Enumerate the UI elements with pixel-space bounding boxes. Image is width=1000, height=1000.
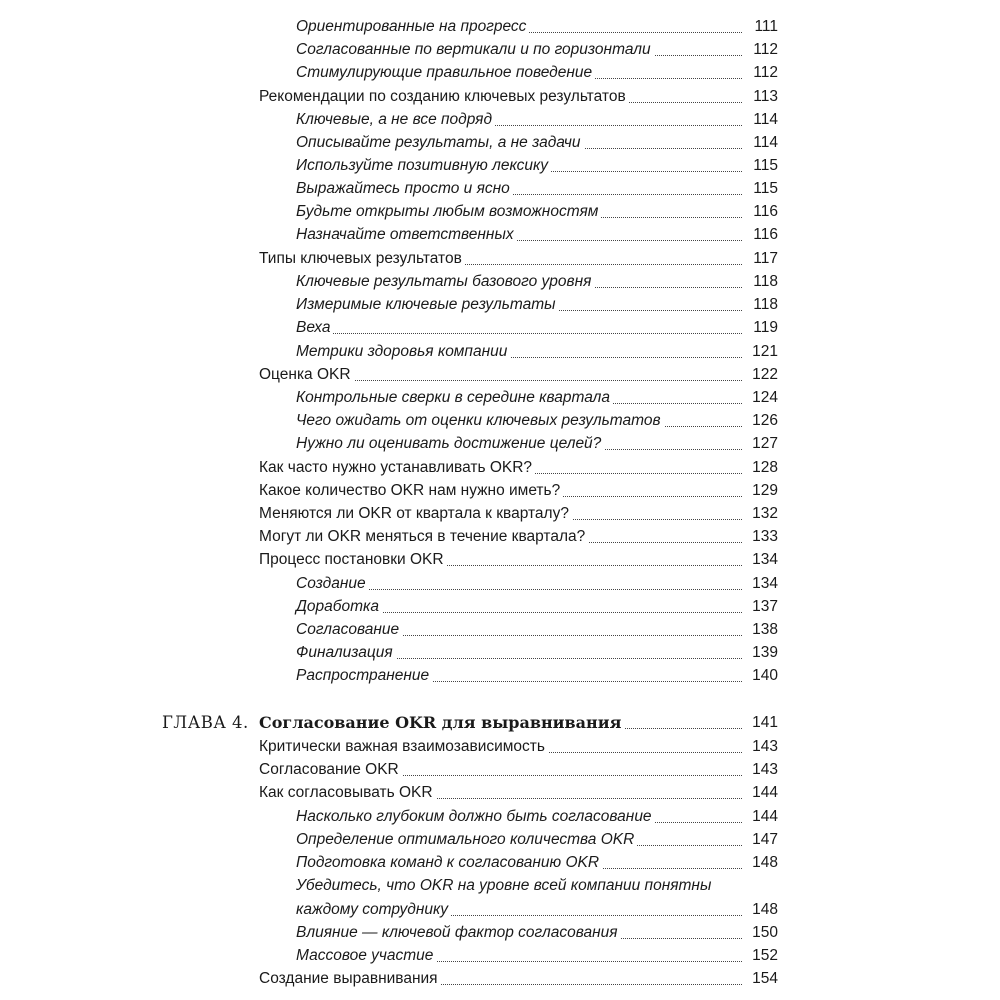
entry-title: Финализация	[296, 641, 396, 664]
entry-title: Подготовка команд к согласованию OKR	[296, 851, 602, 874]
entry-page: 139	[748, 641, 778, 664]
toc-entry[interactable]	[0, 851, 778, 874]
entry-title: Контрольные сверки в середине квартала	[296, 386, 613, 409]
entry-page: 137	[748, 595, 778, 618]
entry-page: 111	[750, 15, 778, 38]
toc-entry[interactable]	[0, 805, 778, 828]
toc-entry[interactable]	[0, 223, 778, 246]
entry-title: Согласованные по вертикали и по горизонтали	[296, 38, 654, 61]
entry-title: Назначайте ответственных	[296, 223, 517, 246]
toc-entry[interactable]	[0, 200, 778, 223]
entry-page: 122	[748, 363, 778, 386]
entry-title: Согласование OKR	[259, 758, 402, 781]
entry-title: Распространение	[296, 664, 432, 687]
entry-page: 124	[748, 386, 778, 409]
chapter-title: Согласование OKR для выравнивания	[259, 711, 624, 734]
entry-page: 128	[748, 456, 778, 479]
entry-title: Описывайте результаты, а не задачи	[296, 131, 584, 154]
entry-title: Насколько глубоким должно быть согласование	[296, 805, 655, 828]
entry-page: 154	[748, 967, 778, 990]
toc-entry[interactable]	[0, 967, 778, 990]
entry-page: 152	[748, 944, 778, 967]
toc-entry[interactable]	[0, 502, 778, 525]
toc-entry[interactable]	[0, 15, 778, 38]
toc-entry[interactable]	[0, 641, 778, 664]
entry-page: 114	[749, 131, 778, 154]
chapter-label: ГЛАВА 4.	[162, 713, 249, 732]
toc-entry[interactable]	[0, 525, 778, 548]
entry-title: Веха	[296, 316, 333, 339]
entry-title: Ключевые, а не все подряд	[296, 108, 495, 131]
entry-page: 143	[748, 735, 778, 758]
entry-page: 112	[749, 61, 778, 84]
toc-entry[interactable]	[0, 479, 778, 502]
entry-page: 126	[748, 409, 778, 432]
toc-entry[interactable]	[0, 921, 778, 944]
entry-title: Создание	[296, 572, 369, 595]
toc-entry[interactable]	[0, 572, 778, 595]
dot-leader	[296, 333, 742, 334]
entry-title: Доработка	[296, 595, 382, 618]
toc-entry[interactable]	[0, 432, 778, 455]
entry-page: 143	[748, 758, 778, 781]
toc-entry[interactable]	[0, 781, 778, 804]
entry-page: 113	[749, 85, 778, 108]
entry-page: 148	[748, 851, 778, 874]
entry-title: Стимулирующие правильное поведение	[296, 61, 595, 84]
toc-entry[interactable]	[0, 758, 778, 781]
entry-title: Процесс постановки OKR	[259, 548, 447, 571]
entry-page: 112	[749, 38, 778, 61]
toc-entry[interactable]	[0, 38, 778, 61]
toc-entry[interactable]	[0, 340, 778, 363]
entry-title: Как часто нужно устанавливать OKR?	[259, 456, 535, 479]
toc-entry[interactable]	[0, 154, 778, 177]
entry-title: Оценка OKR	[259, 363, 354, 386]
entry-title: Какое количество OKR нам нужно иметь?	[259, 479, 563, 502]
entry-title: Создание выравнивания	[259, 967, 441, 990]
entry-title: Ключевые результаты базового уровня	[296, 270, 594, 293]
entry-page: 116	[749, 200, 778, 223]
toc-entry[interactable]	[0, 618, 778, 641]
entry-title: Массовое участие	[296, 944, 436, 967]
toc-entry[interactable]	[0, 548, 778, 571]
entry-title: Используйте позитивную лексику	[296, 154, 551, 177]
entry-title: Определение оптимального количества OKR	[296, 828, 637, 851]
entry-page: 118	[749, 293, 778, 316]
entry-page: 148	[748, 898, 778, 921]
entry-title: Меняются ли OKR от квартала к кварталу?	[259, 502, 572, 525]
entry-title: Чего ожидать от оценки ключевых результатов	[296, 409, 664, 432]
entry-page: 121	[748, 340, 778, 363]
entry-page: 147	[748, 828, 778, 851]
entry-title-line1: Убедитесь, что OKR на уровне всей компании понятны	[296, 874, 714, 897]
entry-page: 138	[748, 618, 778, 641]
entry-page: 133	[748, 525, 778, 548]
entry-title: Согласование	[296, 618, 402, 641]
entry-title: Критически важная взаимозависимость	[259, 735, 548, 758]
toc-entry[interactable]	[0, 386, 778, 409]
toc-entry[interactable]	[0, 108, 778, 131]
entry-page: 150	[748, 921, 778, 944]
toc-entry[interactable]	[0, 316, 778, 339]
entry-title: Типы ключевых результатов	[259, 247, 465, 270]
toc-entry[interactable]	[0, 177, 778, 200]
toc-entry[interactable]	[0, 595, 778, 618]
toc-entry[interactable]	[0, 270, 778, 293]
entry-page: 127	[748, 432, 778, 455]
toc-entry[interactable]	[0, 456, 778, 479]
entry-page: 134	[748, 548, 778, 571]
entry-page: 140	[748, 664, 778, 687]
entry-page: 117	[749, 247, 778, 270]
entry-page: 115	[749, 177, 778, 200]
entry-page: 114	[749, 108, 778, 131]
entry-title: Влияние — ключевой фактор согласования	[296, 921, 621, 944]
toc-entry[interactable]	[0, 61, 778, 84]
toc-entry[interactable]	[0, 293, 778, 316]
entry-page: 132	[748, 502, 778, 525]
entry-title: Ориентированные на прогресс	[296, 15, 529, 38]
entry-page: 119	[749, 316, 778, 339]
chapter-heading[interactable]	[0, 711, 778, 734]
entry-title: Могут ли OKR меняться в течение квартала?	[259, 525, 588, 548]
entry-title: Рекомендации по созданию ключевых результатов	[259, 85, 629, 108]
entry-title: Будьте открыты любым возможностям	[296, 200, 601, 223]
toc-entry[interactable]	[0, 409, 778, 432]
entry-title: Нужно ли оценивать достижение целей?	[296, 432, 604, 455]
toc-entry[interactable]	[0, 944, 778, 967]
toc-entry-wrap-line1[interactable]	[0, 874, 778, 897]
entry-page: 144	[748, 781, 778, 804]
entry-page: 134	[748, 572, 778, 595]
toc-entry[interactable]	[0, 735, 778, 758]
toc-entry[interactable]	[0, 828, 778, 851]
entry-title: Как согласовывать OKR	[259, 781, 436, 804]
toc-entry[interactable]	[0, 363, 778, 386]
toc-entry[interactable]	[0, 85, 778, 108]
entry-page: 118	[749, 270, 778, 293]
entry-page: 115	[749, 154, 778, 177]
entry-page: 129	[748, 479, 778, 502]
entry-title: Выражайтесь просто и ясно	[296, 177, 513, 200]
toc-entry[interactable]	[0, 247, 778, 270]
entry-page: 141	[748, 711, 778, 734]
entry-title: Метрики здоровья компании	[296, 340, 510, 363]
toc-entry[interactable]	[0, 898, 778, 921]
toc-entry[interactable]	[0, 664, 778, 687]
entry-title: Измеримые ключевые результаты	[296, 293, 559, 316]
entry-page: 116	[749, 223, 778, 246]
entry-title-line2: каждому сотруднику	[296, 898, 451, 921]
entry-page: 144	[748, 805, 778, 828]
toc-entry[interactable]	[0, 131, 778, 154]
